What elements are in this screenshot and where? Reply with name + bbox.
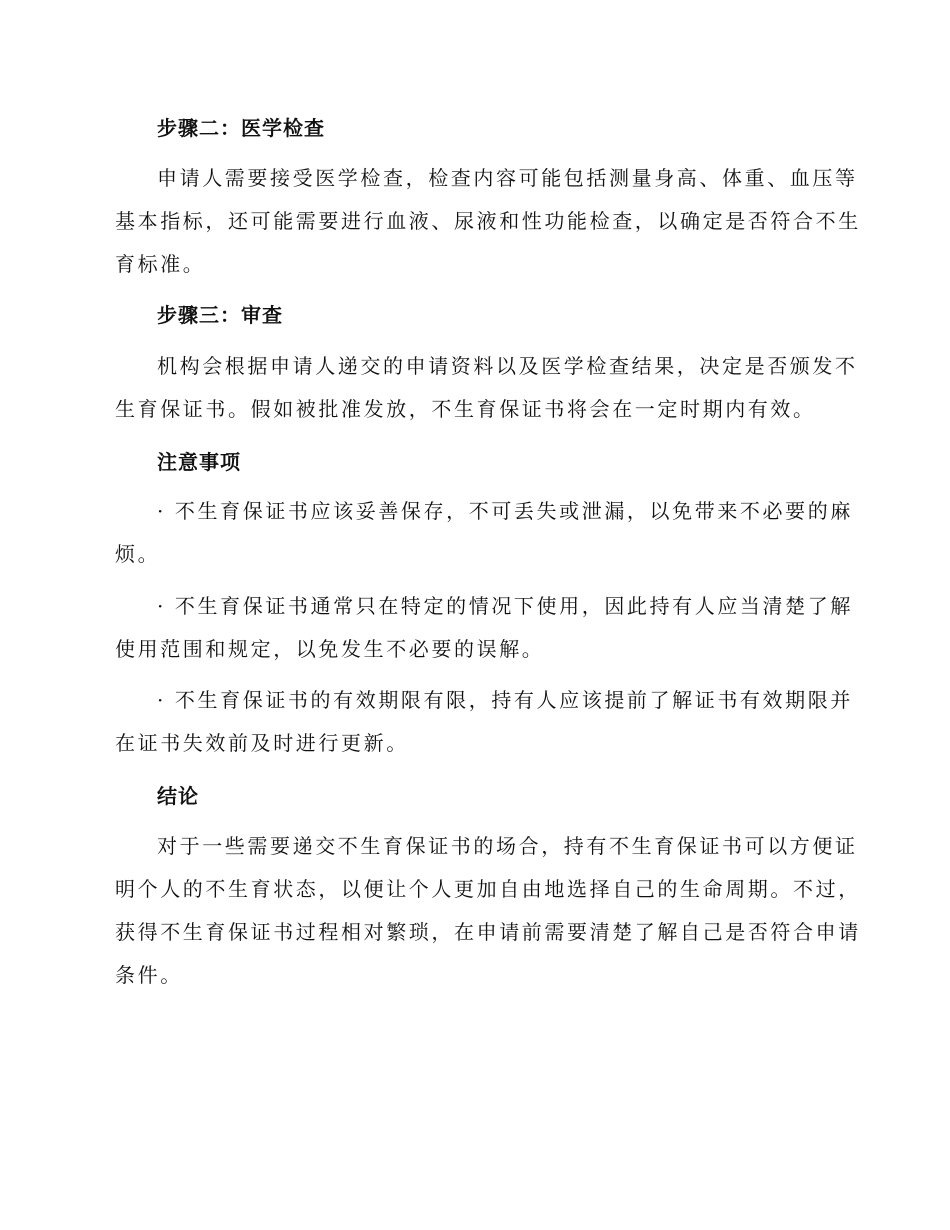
text-line: 机构会根据申请人递交的申请资料以及医学检查结果，决定是否颁发不 xyxy=(157,354,858,378)
paragraph-conclusion xyxy=(115,825,861,997)
section-heading-step-two: 步骤二：医学检查 xyxy=(157,116,325,140)
text-line: · 不生育保证书通常只在特定的情况下使用，因此持有人应当清楚了解 xyxy=(157,594,853,618)
text-line: 在证书失效前及时进行更新。 xyxy=(115,731,409,755)
bullet-item-validity xyxy=(115,679,853,765)
text-line: 申请人需要接受医学检查，检查内容可能包括测量身高、体重、血压等 xyxy=(157,166,858,190)
paragraph-medical-exam xyxy=(115,157,861,286)
section-heading-step-three: 步骤三：审查 xyxy=(157,303,283,327)
text-line: 明个人的不生育状态，以便让个人更加自由地选择自己的生命周期。不过， xyxy=(115,877,861,901)
bullet-item-storage xyxy=(115,490,853,576)
bullet-item-usage xyxy=(115,585,853,671)
section-heading-notes: 注意事项 xyxy=(157,450,241,474)
text-line: 育标准。 xyxy=(115,252,206,276)
text-line: 烦。 xyxy=(115,542,161,566)
text-line: 对于一些需要递交不生育保证书的场合，持有不生育保证书可以方便证 xyxy=(157,834,858,858)
text-line: 基本指标，还可能需要进行血液、尿液和性功能检查，以确定是否符合不生 xyxy=(115,209,861,233)
text-line: 获得不生育保证书过程相对繁琐，在申请前需要清楚了解自己是否符合申请 xyxy=(115,920,861,944)
text-line: 条件。 xyxy=(115,963,183,987)
section-heading-conclusion: 结论 xyxy=(157,784,199,808)
paragraph-review xyxy=(115,345,858,431)
text-line: · 不生育保证书应该妥善保存，不可丢失或泄漏，以免带来不必要的麻 xyxy=(157,499,853,523)
text-line: · 不生育保证书的有效期限有限，持有人应该提前了解证书有效期限并 xyxy=(157,688,853,712)
text-line: 使用范围和规定，以免发生不必要的误解。 xyxy=(115,637,545,661)
text-line: 生育保证书。假如被批准发放，不生育保证书将会在一定时期内有效。 xyxy=(115,397,816,421)
